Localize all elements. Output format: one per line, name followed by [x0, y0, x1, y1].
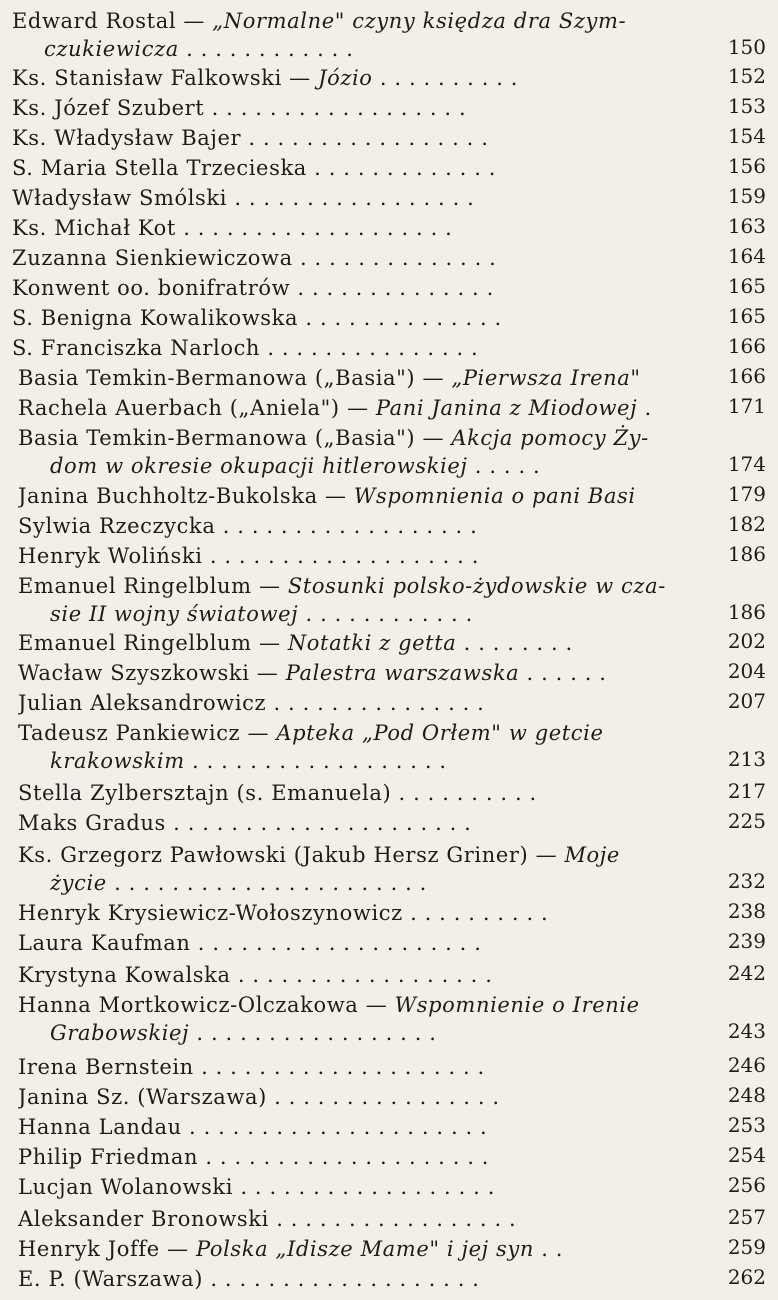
toc-text-segment: . . . . . . . . . . . . . . . . . .	[184, 749, 447, 773]
toc-entry-text	[18, 425, 700, 451]
page-number: 152	[727, 64, 766, 88]
toc-text-segment: Ks. Stanisław Falkowski —	[12, 66, 319, 90]
page-number: 163	[727, 214, 766, 238]
toc-entry-text	[12, 335, 700, 361]
toc-entry-text	[18, 1266, 700, 1292]
toc-title-italic: Wspomnienie o Irenie	[394, 993, 640, 1017]
page-number: 202	[727, 629, 766, 653]
toc-entry-continuation	[50, 453, 700, 479]
page-number: 156	[727, 154, 766, 178]
toc-text-segment: Zuzanna Sienkiewiczowa . . . . . . . . . . . . . .	[12, 246, 497, 270]
toc-text-segment: Maks Gradus . . . . . . . . . . . . . . . . . . . . .	[18, 811, 472, 835]
page-number: 154	[727, 124, 766, 148]
page-number: 166	[727, 334, 766, 358]
page-number: 186	[727, 542, 766, 566]
toc-title-italic: Moje	[564, 843, 620, 867]
page-number: 257	[727, 1205, 766, 1229]
toc-text-segment: Ks. Józef Szubert . . . . . . . . . . . . . . . . . .	[12, 96, 467, 120]
toc-text-segment: S. Maria Stella Trzecieska . . . . . . . . . . . . .	[12, 156, 497, 180]
toc-entry-text	[18, 720, 700, 746]
toc-entry-continuation	[50, 601, 700, 627]
page-number: 166	[727, 364, 766, 388]
page-number: 256	[727, 1173, 766, 1197]
toc-title-italic: Notatki z getta	[287, 631, 457, 655]
toc-entry-text	[18, 483, 700, 509]
toc-text-segment: Krystyna Kowalska . . . . . . . . . . . . . . . . . .	[18, 963, 493, 987]
page-number: 262	[727, 1265, 766, 1289]
page-number: 153	[727, 94, 766, 118]
page-number: 217	[727, 779, 766, 803]
page-number: 179	[727, 482, 766, 506]
toc-entry-text	[18, 690, 700, 716]
toc-title-italic: Pani Janina z Miodowej	[375, 396, 638, 420]
toc-entry-continuation	[50, 870, 700, 896]
toc-text-segment: Edward Rostal —	[12, 9, 213, 33]
toc-entry-continuation	[50, 1020, 700, 1046]
toc-title-italic: Palestra warszawska	[285, 661, 520, 685]
toc-entry-text	[18, 660, 700, 686]
page-number: 232	[727, 869, 766, 893]
toc-text-segment: Henryk Krysiewicz-Wołoszynowicz . . . . . . . . . .	[18, 901, 549, 925]
toc-text-segment: Ks. Michał Kot . . . . . . . . . . . . . . . . . . .	[12, 216, 453, 240]
toc-entry-text	[18, 365, 700, 391]
toc-entry-text	[12, 125, 700, 151]
toc-text-segment: .	[637, 396, 652, 420]
toc-entry-text	[12, 65, 700, 91]
page-number: 182	[727, 512, 766, 536]
toc-entry-text	[18, 395, 700, 421]
page-number: 159	[727, 184, 766, 208]
toc-entry-text	[18, 992, 700, 1018]
toc-entry-text	[18, 513, 700, 539]
toc-entry-text	[12, 8, 700, 34]
toc-title-italic: Wspomnienia o pani Basi	[353, 484, 636, 508]
toc-entry-continuation	[50, 748, 700, 774]
toc-entry-text	[18, 842, 700, 868]
toc-entry-text	[18, 1174, 700, 1200]
toc-text-segment: . . . . . . . . . . . .	[298, 602, 473, 626]
toc-title-italic: „Normalne" czyny księdza dra Szym-	[212, 9, 627, 33]
toc-title-italic: Józio	[318, 66, 373, 90]
toc-entry-text	[18, 630, 700, 656]
page-number: 253	[727, 1113, 766, 1137]
page-number: 239	[727, 929, 766, 953]
page-number: 243	[727, 1019, 766, 1043]
toc-title-italic: życie	[50, 871, 107, 895]
toc-text-segment: Stella Zylbersztajn (s. Emanuela) . . . . . . . . . .	[18, 781, 537, 805]
toc-text-segment: . . . . . . . . . . . . . . . . . . . . . .	[106, 871, 427, 895]
toc-entry-text	[12, 215, 700, 241]
toc-entry-text	[18, 573, 700, 599]
toc-text-segment: Hanna Landau . . . . . . . . . . . . . . . . . . . . .	[18, 1115, 488, 1139]
toc-entry-text	[18, 810, 700, 836]
toc-title-italic: Akcja pomocy Ży-	[451, 426, 649, 450]
toc-title-italic: Stosunki polsko-żydowskie w cza-	[287, 574, 666, 598]
toc-text-segment: Emanuel Ringelblum —	[18, 574, 288, 598]
page-number: 171	[727, 394, 766, 418]
toc-text-segment: Philip Friedman . . . . . . . . . . . . . . . . . . . .	[18, 1145, 490, 1169]
toc-text-segment: Tadeusz Pankiewicz —	[18, 721, 277, 745]
toc-entry-text	[12, 185, 700, 211]
page-number: 259	[727, 1235, 766, 1259]
toc-text-segment: E. P. (Warszawa) . . . . . . . . . . . . . . . . . . .	[18, 1267, 480, 1291]
toc-text-segment: Wacław Szyszkowski —	[18, 661, 286, 685]
toc-text-segment: Ks. Grzegorz Pawłowski (Jakub Hersz Griner) —	[18, 843, 565, 867]
toc-text-segment: Sylwia Rzeczycka . . . . . . . . . . . . . . . . . .	[18, 514, 478, 538]
page-number: 174	[727, 452, 766, 476]
page-number: 238	[727, 899, 766, 923]
toc-entry-text	[12, 95, 700, 121]
toc-text-segment: Basia Temkin-Bermanowa („Basia") —	[18, 366, 452, 390]
page-number: 213	[727, 747, 766, 771]
page-number: 165	[727, 274, 766, 298]
toc-entry-text	[18, 1236, 700, 1262]
toc-text-segment: Henryk Joffe —	[18, 1237, 196, 1261]
toc-entry-text	[18, 1114, 700, 1140]
toc-text-segment: . . . . . .	[519, 661, 607, 685]
toc-entry-text	[18, 962, 700, 988]
toc-text-segment: Aleksander Bronowski . . . . . . . . . . . . . . . . .	[18, 1207, 517, 1231]
page-number: 164	[727, 244, 766, 268]
toc-text-segment: Janina Sz. (Warszawa) . . . . . . . . . . . . . . . .	[18, 1085, 500, 1109]
toc-text-segment: Władysław Smólski . . . . . . . . . . . . . . . . .	[12, 186, 475, 210]
toc-text-segment: . . . . . . . . . . . .	[178, 37, 354, 61]
toc-title-italic: sie II wojny światowej	[50, 602, 299, 626]
toc-text-segment: . .	[533, 1237, 564, 1261]
toc-entry-text	[18, 1054, 700, 1080]
toc-entry-text	[18, 1206, 700, 1232]
page-number: 204	[727, 659, 766, 683]
toc-text-segment: Julian Aleksandrowicz . . . . . . . . . . . . . . .	[18, 691, 485, 715]
toc-entry-text	[18, 900, 700, 926]
page-number: 207	[727, 689, 766, 713]
page-number: 242	[727, 961, 766, 985]
toc-title-italic: Polska „Idisze Mame" i jej syn	[195, 1237, 534, 1261]
page-number: 248	[727, 1083, 766, 1107]
toc-entry-continuation	[44, 36, 700, 62]
toc-entry-text	[12, 305, 700, 331]
toc-title-italic: krakowskim	[50, 749, 185, 773]
toc-entry-text	[12, 155, 700, 181]
toc-text-segment: . . . . . . . . . . . . . . . . .	[189, 1021, 437, 1045]
toc-text-segment: Emanuel Ringelblum —	[18, 631, 288, 655]
toc-title-italic: „Pierwsza Irena"	[451, 366, 641, 390]
toc-text-segment: Lucjan Wolanowski . . . . . . . . . . . . . . . . . .	[18, 1175, 495, 1199]
toc-entry-text	[18, 780, 700, 806]
toc-text-segment: Laura Kaufman . . . . . . . . . . . . . . . . . . . .	[18, 931, 482, 955]
toc-text-segment: S. Franciszka Narloch . . . . . . . . . . . . . . .	[12, 336, 479, 360]
toc-text-segment: Ks. Władysław Bajer . . . . . . . . . . . . . . . . .	[12, 126, 489, 150]
toc-text-segment: . . . . .	[467, 454, 541, 478]
toc-entry-text	[12, 275, 700, 301]
toc-text-segment: S. Benigna Kowalikowska . . . . . . . . . . . . . .	[12, 306, 502, 330]
toc-title-italic: Apteka „Pod Orłem" w getcie	[276, 721, 604, 745]
toc-text-segment: . . . . . . . .	[456, 631, 573, 655]
toc-title-italic: czukiewicza	[44, 37, 179, 61]
toc-text-segment: Konwent oo. bonifratrów . . . . . . . . . . . . . .	[12, 276, 494, 300]
toc-text-segment: . . . . . . . . . .	[372, 66, 519, 90]
page-number: 254	[727, 1143, 766, 1167]
page-number: 150	[727, 35, 766, 59]
toc-entry-text	[18, 543, 700, 569]
toc-entry-text	[18, 1144, 700, 1170]
toc-title-italic: dom w okresie okupacji hitlerowskiej	[50, 454, 468, 478]
toc-text-segment: Hanna Mortkowicz-Olczakowa —	[18, 993, 395, 1017]
page-number: 165	[727, 304, 766, 328]
toc-text-segment: Basia Temkin-Bermanowa („Basia") —	[18, 426, 452, 450]
toc-text-segment: Henryk Woliński . . . . . . . . . . . . . . . . . . .	[18, 544, 480, 568]
toc-entry-text	[12, 245, 700, 271]
toc-text-segment: Irena Bernstein . . . . . . . . . . . . . . . . . . . .	[18, 1055, 485, 1079]
page-number: 246	[727, 1053, 766, 1077]
toc-title-italic: Grabowskiej	[50, 1021, 190, 1045]
toc-entry-text	[18, 930, 700, 956]
page-number: 225	[727, 809, 766, 833]
toc-text-segment: Janina Buchholtz-Bukolska —	[18, 484, 354, 508]
toc-text-segment: Rachela Auerbach („Aniela") —	[18, 396, 376, 420]
toc-entry-text	[18, 1084, 700, 1110]
page-number: 186	[727, 600, 766, 624]
